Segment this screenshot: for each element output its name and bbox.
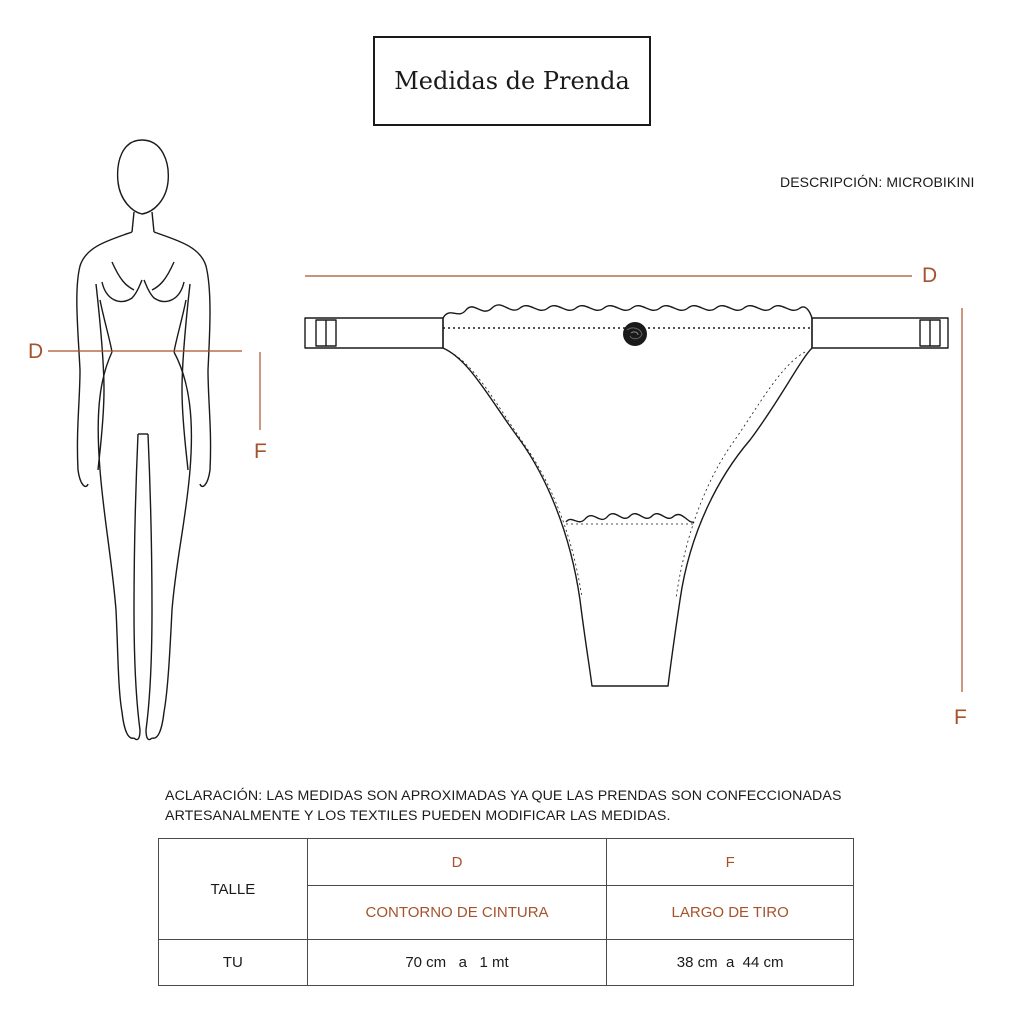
rose-ornament-icon bbox=[623, 322, 647, 346]
rise-label-right: F bbox=[954, 706, 967, 729]
page-title: Medidas de Prenda bbox=[373, 36, 651, 126]
bikini-bottom-illustration bbox=[305, 305, 948, 686]
rise-value-cell: 38 cm a 44 cm bbox=[607, 940, 854, 986]
table-row bbox=[159, 940, 854, 986]
column-d-letter: D bbox=[307, 839, 607, 886]
size-table bbox=[158, 838, 854, 986]
column-f-name: LARGO DE TIRO bbox=[607, 886, 854, 940]
garment-description: DESCRIPCIÓN: MICROBIKINI bbox=[780, 174, 975, 190]
waist-label-right: D bbox=[922, 264, 938, 287]
waist-value-cell: 70 cm a 1 mt bbox=[307, 940, 607, 986]
waist-label-left: D bbox=[28, 340, 44, 363]
column-d-name: CONTORNO DE CINTURA bbox=[307, 886, 607, 940]
size-header: TALLE bbox=[159, 839, 308, 940]
rise-label-left: F bbox=[254, 440, 267, 463]
column-f-letter: F bbox=[607, 839, 854, 886]
disclaimer-note: ACLARACIÓN: LAS MEDIDAS SON APROXIMADAS YA QUE LAS PRENDAS SON CONFECCIONADAS ARTESANALMENTE Y LOS TEXTILES PUEDEN MODIFICAR LAS MEDIDAS. bbox=[165, 788, 842, 824]
female-figure-illustration bbox=[77, 140, 211, 740]
size-cell: TU bbox=[159, 940, 308, 986]
